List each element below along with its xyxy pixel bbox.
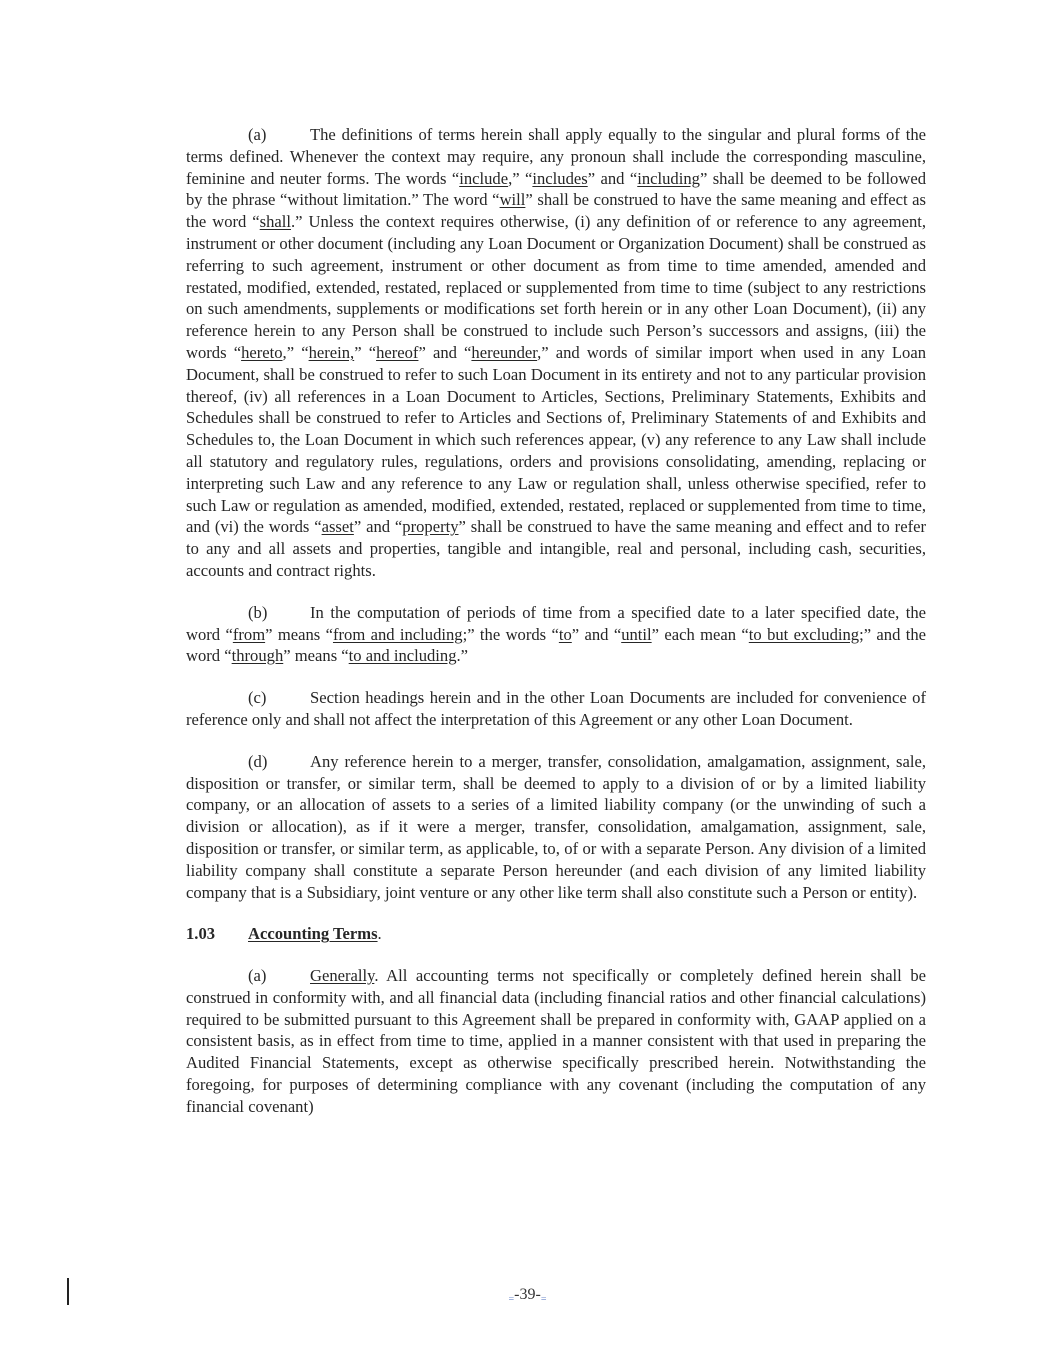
- section-title: Accounting Terms: [248, 924, 378, 944]
- page-number: -39-: [514, 1286, 541, 1303]
- defined-term: including: [637, 168, 700, 188]
- paragraph-a-definitions: (a) The definitions of terms herein shall apply equally to the singular and plural forms of the terms defined. Whenever the context may require, any pronoun shall include the corresponding masculine, feminine and neuter forms. The words “include,” “includes” and “including” shall be deemed to be followed by the phrase “without limitation.” The word “will” shall be construed to have the same meaning and effect as the word “shall.” Unless the context requires otherwise, (i) any definition of or reference to any agreement, instrument or other document (including any Loan Document or Organization Document) shall be construed as referring to such agreement, instrument or other document as from time to time amended, amended and restated, modified, extended, restated, replaced or supplemented from time to time (subject to any restrictions on such amendments, supplements or modifications set forth herein or in any other Loan Document), (ii) any reference herein to any Person shall be construed to include such Person’s successors and assigns, (iii) the words “hereto,” “herein,” “hereof” and “hereunder,” and words of similar import when used in any Loan Document, shall be construed to refer to such Loan Document in its entirety and not to any particular provision thereof, (iv) all references in a Loan Document to Articles, Sections, Preliminary Statements, Exhibits and Schedules shall be construed to refer to Articles and Sections of, Preliminary Statements of and Exhibits and Schedules to, the Loan Document in which such references appear, (v) any reference to any Law shall include all statutory and regulatory rules, regulations, orders and provisions consolidating, amending, replacing or interpreting such Law and any reference to any Law or regulation shall, unless otherwise specified, refer to such Law or regulation as amended, modified, extended, restated, replaced or supplemented from time to time, and (vi) the words “asset” and “property” shall be construed to have the same meaning and effect and to refer to any and all assets and properties, tangible and intangible, real and personal, including cash, securities, accounts and contract rights.: [186, 125, 926, 580]
- defined-term: shall: [259, 212, 292, 232]
- defined-term: from and including: [332, 624, 463, 644]
- paragraph-caption: Generally: [310, 966, 375, 986]
- section-number: 1.03: [186, 924, 216, 944]
- paragraph-d-divisions: (d) Any reference herein to a merger, transfer, consolidation, amalgamation, assignment, sale, disposition or transfer, or similar term, shall be deemed to apply to a division of or by a limited liability company, or an allocation of assets to a series of a limited liability company (or the unwinding of such a division or allocation), as if it were a merger, transfer, consolidation, amalgamation, assignment, sale, disposition or transfer, or similar term, as applicable, to, of or with a separate Person. Any division of a limited liability company shall constitute a separate Person hereunder (and each division of any limited liability company that is a Subsidiary, joint venture or any other like term shall also constitute such a Person or entity).: [186, 751, 926, 902]
- paragraph-label: (a): [248, 966, 267, 986]
- defined-term: from: [232, 624, 266, 644]
- defined-term: through: [231, 646, 284, 666]
- defined-term: property: [402, 517, 459, 537]
- defined-term: hereof: [376, 342, 419, 362]
- revision-mark: =: [540, 1294, 547, 1305]
- defined-term: will: [499, 190, 526, 210]
- paragraph-accounting-generally: (a) Generally. All accounting terms not specifically or completely defined herein shall be construed in conformity with, and all financial data (including financial ratios and other financial calculations) required to be submitted pursuant to this Agreement shall be prepared in conformity with, GAAP applied on a consistent basis, as in effect from time to time, applied in a manner consistent with that used in preparing the Audited Financial Statements, except as otherwise specifically prescribed herein. Notwithstanding the foregoing, for purposes of determining compliance with any covenant (including the computation of any financial covenant): [186, 966, 926, 1116]
- section-heading: 1.03 Accounting Terms.: [186, 924, 382, 944]
- defined-term: to and including: [348, 646, 457, 666]
- paragraph-b-time-computation: (b) In the computation of periods of time from a specified date to a later specified date, the word “from” means “from and including;” the words “to” and “until” each mean “to but excluding;” and the word “through” means “to and including.”: [186, 602, 927, 666]
- paragraph-label: (d): [248, 751, 268, 771]
- paragraph-c-headings: (c) Section headings herein and in the other Loan Documents are included for convenience of reference only and shall not affect the interpretation of this Agreement or any other Loan Document.: [186, 688, 926, 729]
- revision-mark: =: [508, 1294, 515, 1305]
- paragraph-label: (b): [248, 602, 268, 622]
- defined-term: to but excluding: [748, 624, 860, 644]
- paragraph-label: (a): [248, 125, 267, 144]
- defined-term: include: [459, 168, 509, 188]
- defined-term: asset: [321, 517, 354, 537]
- defined-term: to: [558, 624, 572, 644]
- defined-term: includes: [532, 168, 588, 188]
- defined-term: until: [621, 624, 652, 644]
- page-footer: [0, 1286, 1055, 1305]
- defined-term: hereto: [241, 342, 283, 362]
- document-body: [186, 124, 926, 1138]
- defined-term: hereunder: [471, 342, 538, 362]
- defined-term: herein,: [308, 342, 355, 362]
- paragraph-label: (c): [248, 688, 267, 708]
